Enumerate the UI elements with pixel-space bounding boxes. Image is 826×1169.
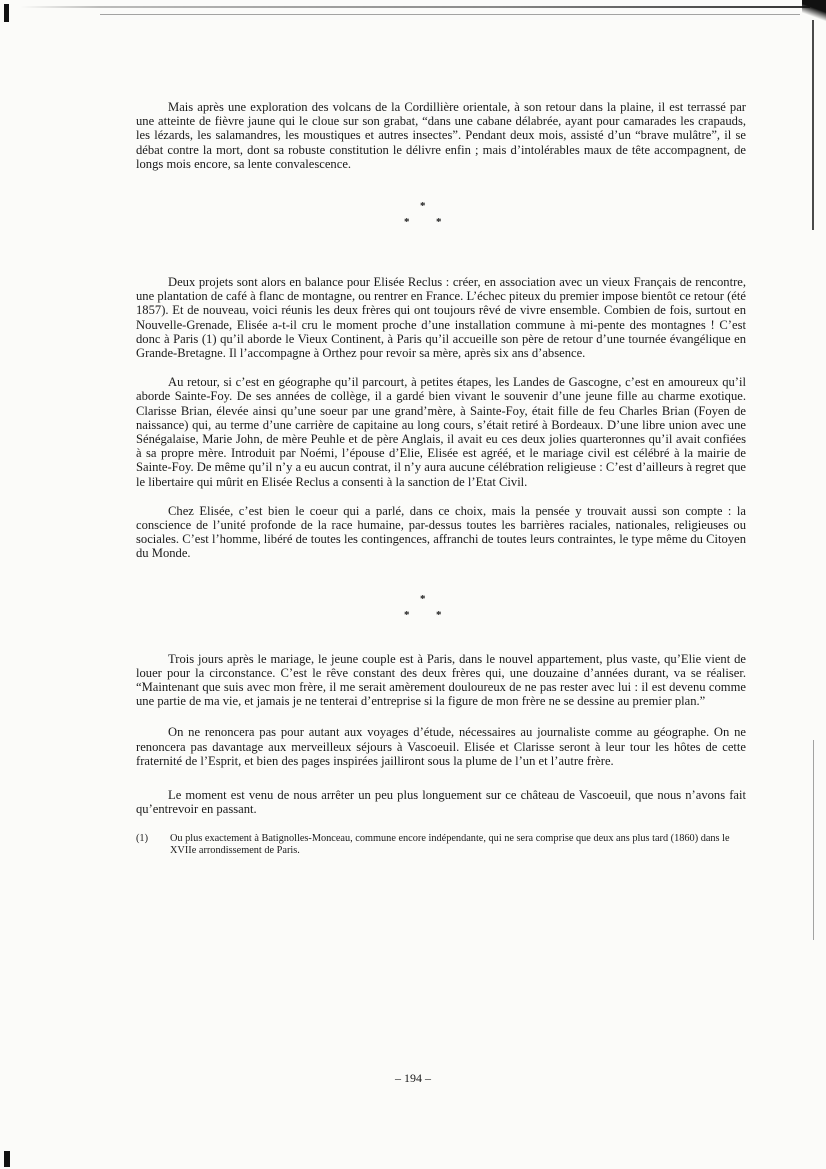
paragraph-travels: On ne renoncera pas pour autant aux voyages d’étude, nécessaires au journaliste comme au géographe. On ne renoncera pas davantage aux merveilleux séjours à Vascoeuil. Elisée et Clarisse seront à leur tour les hôtes de cette fraternité de l’Esprit, et bien des pages inspirées jailliront sous la plume de l’un et l’autre frère. [136, 725, 746, 768]
footnote [136, 833, 746, 858]
separator-star: * [404, 216, 410, 229]
scan-edge-top [20, 6, 810, 8]
page-number: – 194 – [395, 1071, 431, 1085]
page-body [136, 100, 746, 857]
separator-star: * [420, 200, 426, 213]
separator-star: * [436, 216, 442, 229]
scan-right-edge [812, 20, 814, 230]
separator-star: * [404, 608, 410, 621]
scan-edge-line [100, 14, 800, 15]
paragraph-return: Deux projets sont alors en balance pour Elisée Reclus : créer, en association avec un vieux Français de rencontre, une plantation de café à flanc de montagne, ou rentrer en France. L’échec piteux du premier impose bientôt ce retour (été 1857). Et de nouveau, voici réunis les deux frères qui ont toujours rêvé de vivre ensemble. Combien de fois, surtout en Nouvelle-Grenade, Elisée a-t-il cru le moment proche d’une installation commune à mi-pente des montagnes ! C’est donc à Paris (1) qu’il aborde le Vieux Continent, à Paris qu’il accueille son père de retour d’une tournée évangélique en Grande-Bretagne. Il l’accompagne à Orthez pour revoir sa mère, après six ans d’absence. [136, 275, 746, 361]
footnote-marker: (1) [136, 832, 149, 844]
section-separator-2 [136, 561, 746, 652]
section-separator-1 [136, 171, 746, 275]
scan-right-edge-lower [813, 740, 814, 940]
paragraph-vascoeuil: Le moment est venu de nous arrêter un peu plus longuement sur ce château de Vascoeuil, que nous n’avons fait qu’entrevoir en passant. [136, 788, 746, 817]
scan-mark-bottom-left [4, 1151, 10, 1167]
paragraph-citizen: Chez Elisée, c’est bien le coeur qui a parlé, dans ce choix, mais la pensée y trouvait aussi son compte : la conscience de l’unité profonde de la race humaine, par-dessus toutes les barrières raciales, nationales, religieuses ou sociales. C’est l’homme, libéré de toutes les contingences, affranchi de toutes leurs contraintes, le type même du Citoyen du Monde. [136, 503, 746, 561]
scan-corner-shadow [802, 0, 826, 22]
paragraph-marriage: Au retour, si c’est en géographe qu’il parcourt, à petites étapes, les Landes de Gascogne, c’est en amoureux qu’il aborde Sainte-Foy. De ses années de collège, il a gardé bien vivant le souvenir d’une jeune fille au charme exotique. Clarisse Brian, élevée ainsi qu’une soeur par une grand’mère, à Sainte-Foy, était fille de feu Charles Brian (Foyen de naissance) qui, au terme d’une carrière de capitaine au long cours, s’était retiré à Bordeaux. D’une libre union avec une Sénégalaise, Marie John, de mère Peuhle et de père Anglais, il avait eu ces deux jolies quarteronnes qu’il avait confiées à sa propre mère. Introduit par Noémi, l’épouse d’Elie, Elisée est agréé, et le mariage civil est célébré à la mairie de Sainte-Foy. De même qu’il n’y a eu aucun contrat, il n’y aura aucune célébration religieuse : C’est d’ailleurs à regret que le libertaire qui mûrit en Elisée Reclus a consenti à la sanction de l’Etat Civil. [136, 375, 746, 489]
footnote-text: Ou plus exactement à Batignolles-Monceau, commune encore indépendante, qui ne sera comprise que deux ans plus tard (1860) dans le XVIIe arrondissement de Paris. [170, 832, 730, 856]
paragraph-fever: Mais après une exploration des volcans de la Cordillière orientale, à son retour dans la plaine, il est terrassé par une atteinte de fièvre jaune qui le cloue sur son grabat, “dans une cabane délabrée, ayant pour camarades les crapauds, les lézards, les salamandres, les moustiques et autres insectes”. Pendant deux mois, assisté d’un “brave mulâtre”, il se débat contre la mort, dont sa robuste constitution le délivre enfin ; mais d’intolérables maux de tête accompagnent, de longs mois encore, sa lente convalescence. [136, 100, 746, 171]
separator-star: * [436, 608, 442, 621]
scan-mark-top-left [4, 4, 9, 22]
paragraph-paris: Trois jours après le mariage, le jeune couple est à Paris, dans le nouvel appartement, plus vaste, qu’Elie vient de louer pour la circonstance. C’est le rêve constant des deux frères qui, une douzaine d’années durant, va se réaliser. “Maintenant que suis avec mon frère, il me serait amèrement douloureux de ne pas rester avec lui : il est devenu comme une partie de ma vie, et jamais je ne tenterai d’entreprise si la figure de mon frère ne se dessine au premier plan.” [136, 651, 746, 709]
separator-star: * [420, 592, 426, 605]
